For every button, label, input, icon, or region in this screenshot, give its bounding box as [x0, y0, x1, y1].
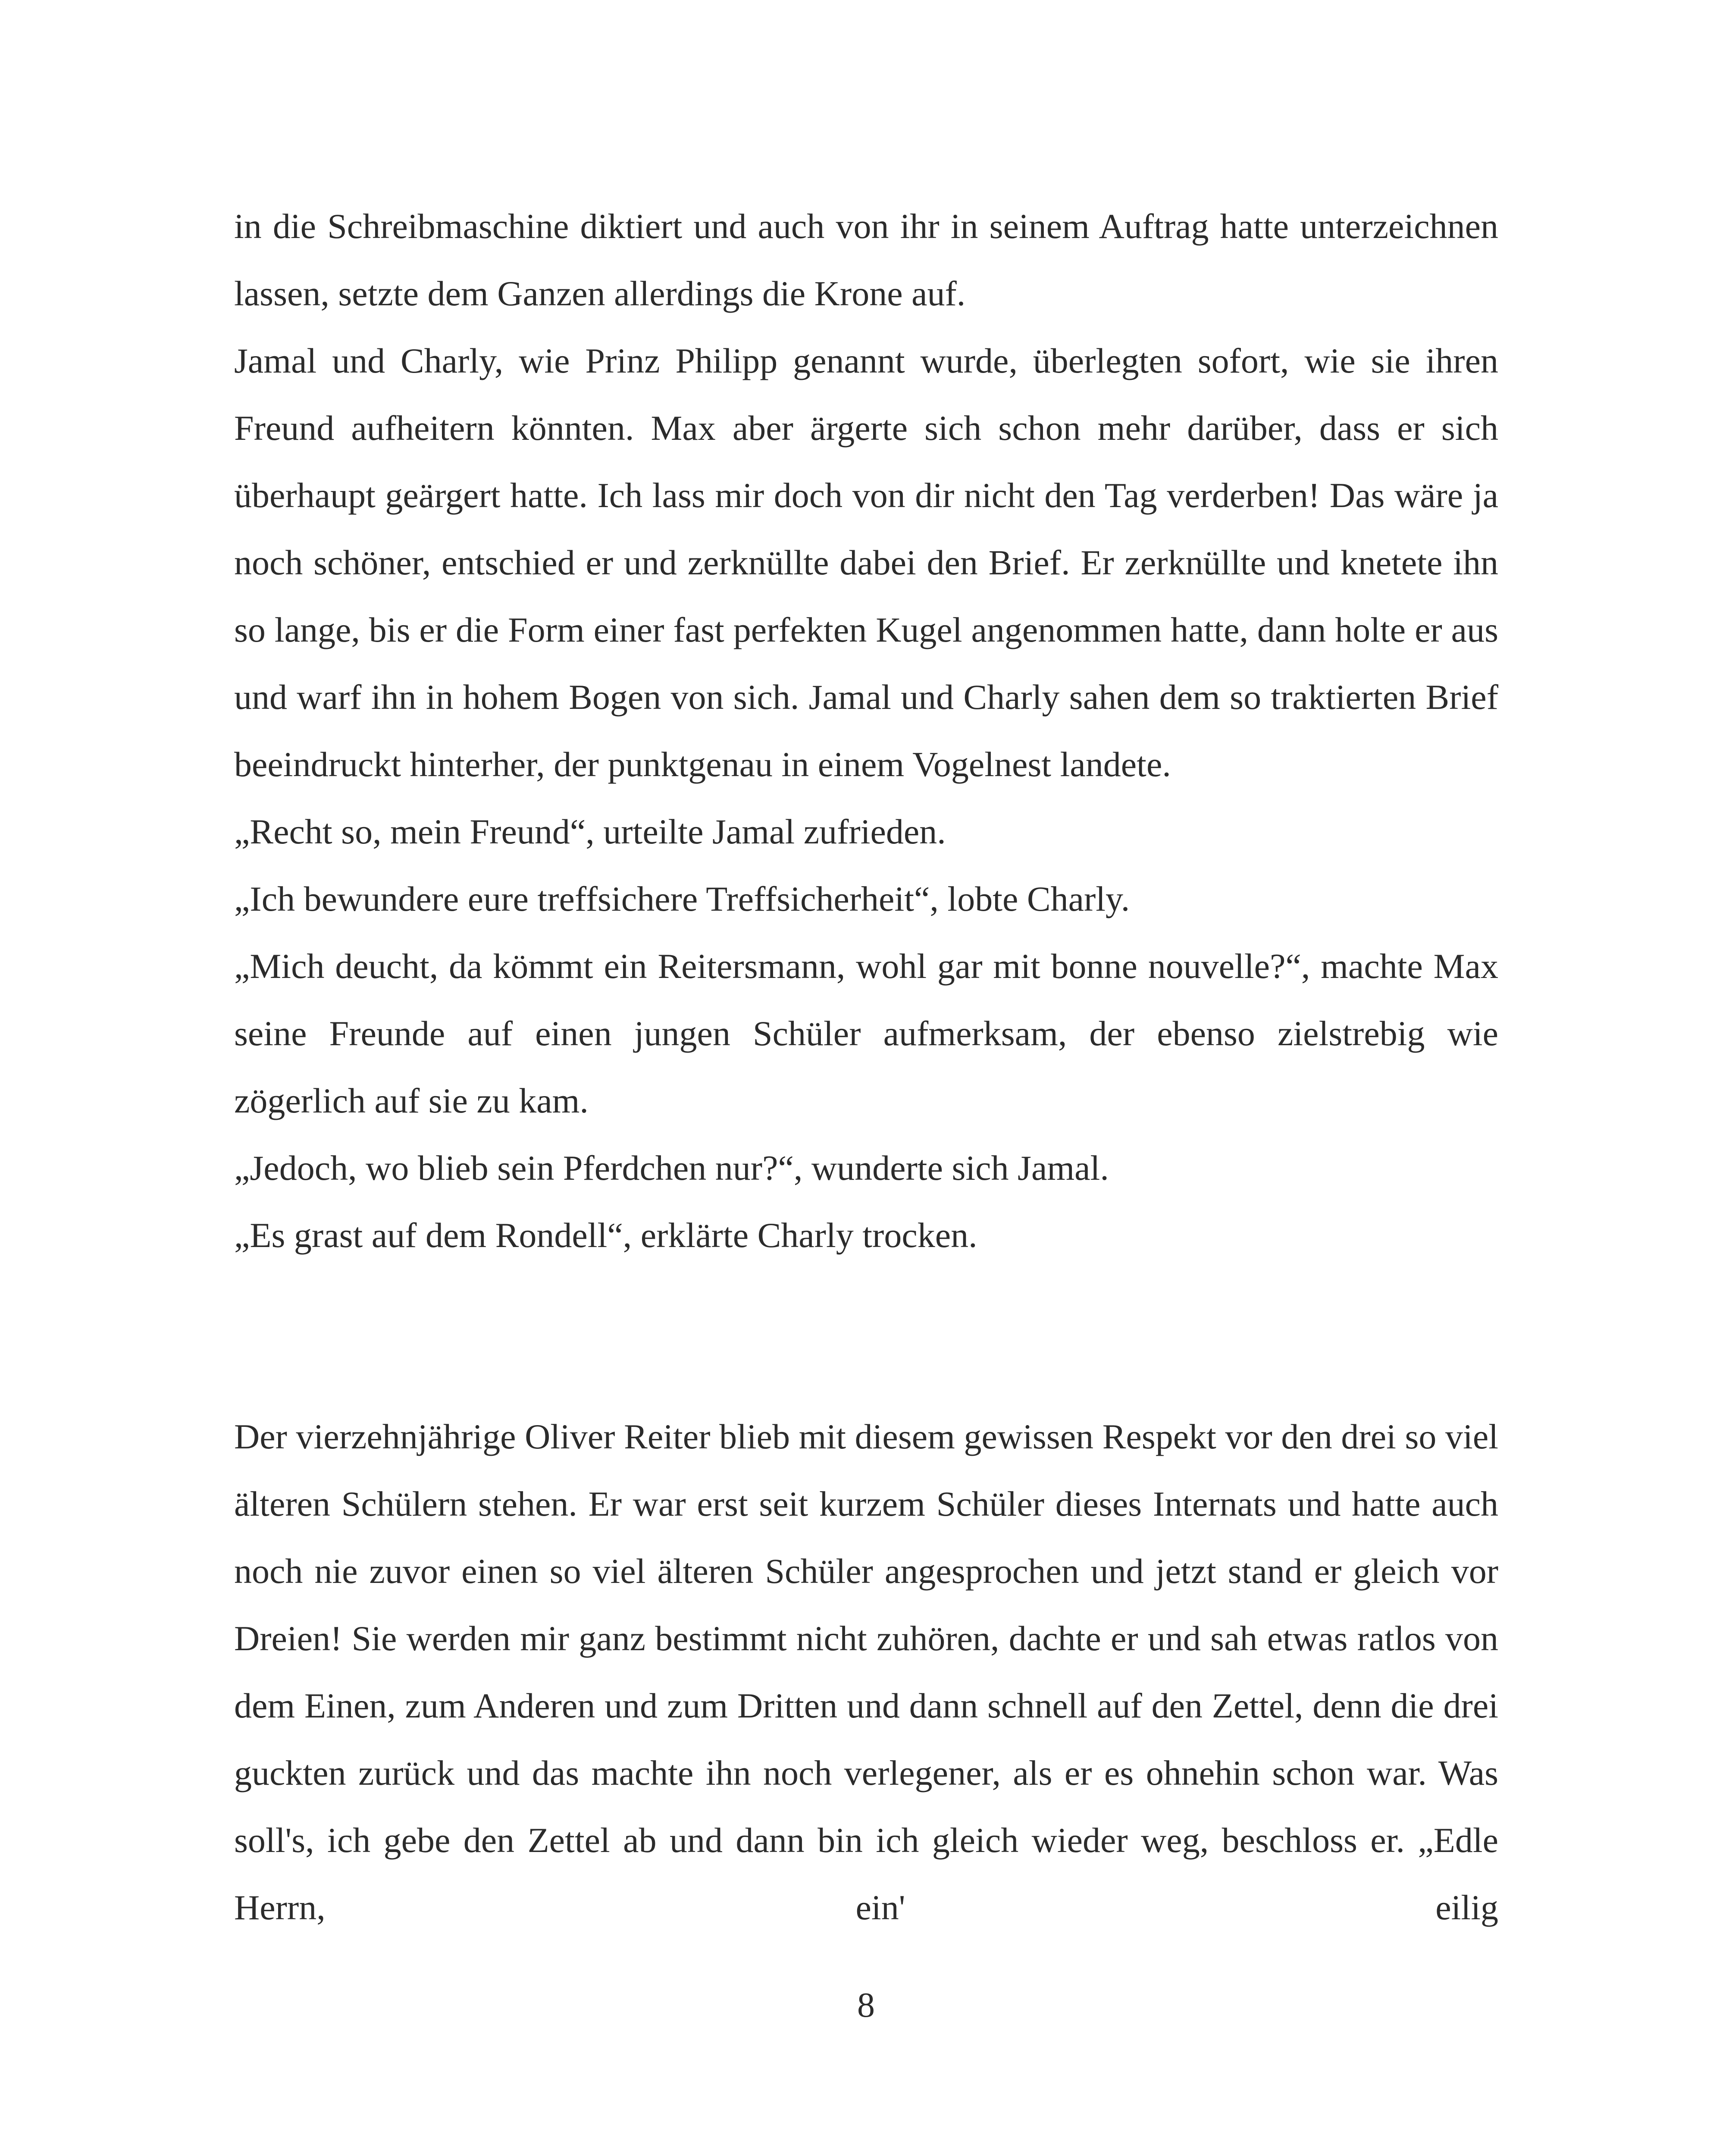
text-section-2 — [234, 1403, 1498, 1941]
paragraph-6: „Jedoch, wo blieb sein Pferdchen nur?“, wunderte sich Jamal. — [234, 1148, 1109, 1188]
paragraph-1: in die Schreibmaschine diktiert und auch von ihr in seinem Auftrag hatte unterzeichnen lassen, setzte dem Ganzen allerdings die Krone auf. — [234, 207, 1498, 313]
paragraph-5: „Mich deucht, da kömmt ein Reitersmann, wohl gar mit bonne nouvelle?“, machte Max seine Freunde auf einen jungen Schüler aufmerksam, der ebenso zielstrebig wie zögerlich auf sie zu kam. — [234, 946, 1498, 1120]
text-section-1 — [234, 193, 1498, 1269]
paragraph-2: Jamal und Charly, wie Prinz Philipp genannt wurde, überlegten sofort, wie sie ihren Freund aufheitern könnten. Max aber ärgerte sich schon mehr darüber, dass er sich überhaupt geärgert hatte. Ich lass mir doch von dir nicht den Tag verderben! Das wäre ja noch schöner, entschied er und zerknüllte dabei den Brief. Er zerknüllte und knetete ihn so lange, bis er die Form einer fast perfekten Kugel angenommen hatte, dann holte er aus und warf ihn in hohem Bogen von sich. Jamal und Charly sahen dem so traktierten Brief beeindruckt hinterher, der punktgenau in einem Vogelnest landete. — [234, 341, 1498, 784]
paragraph-7: „Es grast auf dem Rondell“, erklärte Charly trocken. — [234, 1216, 977, 1255]
paragraph-8: Der vierzehnjährige Oliver Reiter blieb mit diesem gewissen Respekt vor den drei so viel älteren Schülern stehen. Er war erst seit kurzem Schüler dieses Internats und hatte auch noch nie zuvor einen so viel älteren Schüler angesprochen und jetzt stand er gleich vor Dreien! Sie werden mir ganz bestimmt nicht zuhören, dachte er und sah etwas ratlos von dem Einen, zum Anderen und zum Dritten und dann schnell auf den Zettel, denn die drei guckten zurück und das machte ihn noch verlegener, als er es ohnehin schon war. Was soll's, ich gebe den Zettel ab und dann bin ich gleich wieder weg, beschloss er. „Edle Herrn, ein' eilig — [234, 1417, 1498, 1927]
paragraph-4: „Ich bewundere eure treffsichere Treffsicherheit“, lobte Charly. — [234, 879, 1130, 918]
page-number: 8 — [857, 1985, 875, 2024]
paragraph-3: „Recht so, mein Freund“, urteilte Jamal zufrieden. — [234, 812, 946, 851]
